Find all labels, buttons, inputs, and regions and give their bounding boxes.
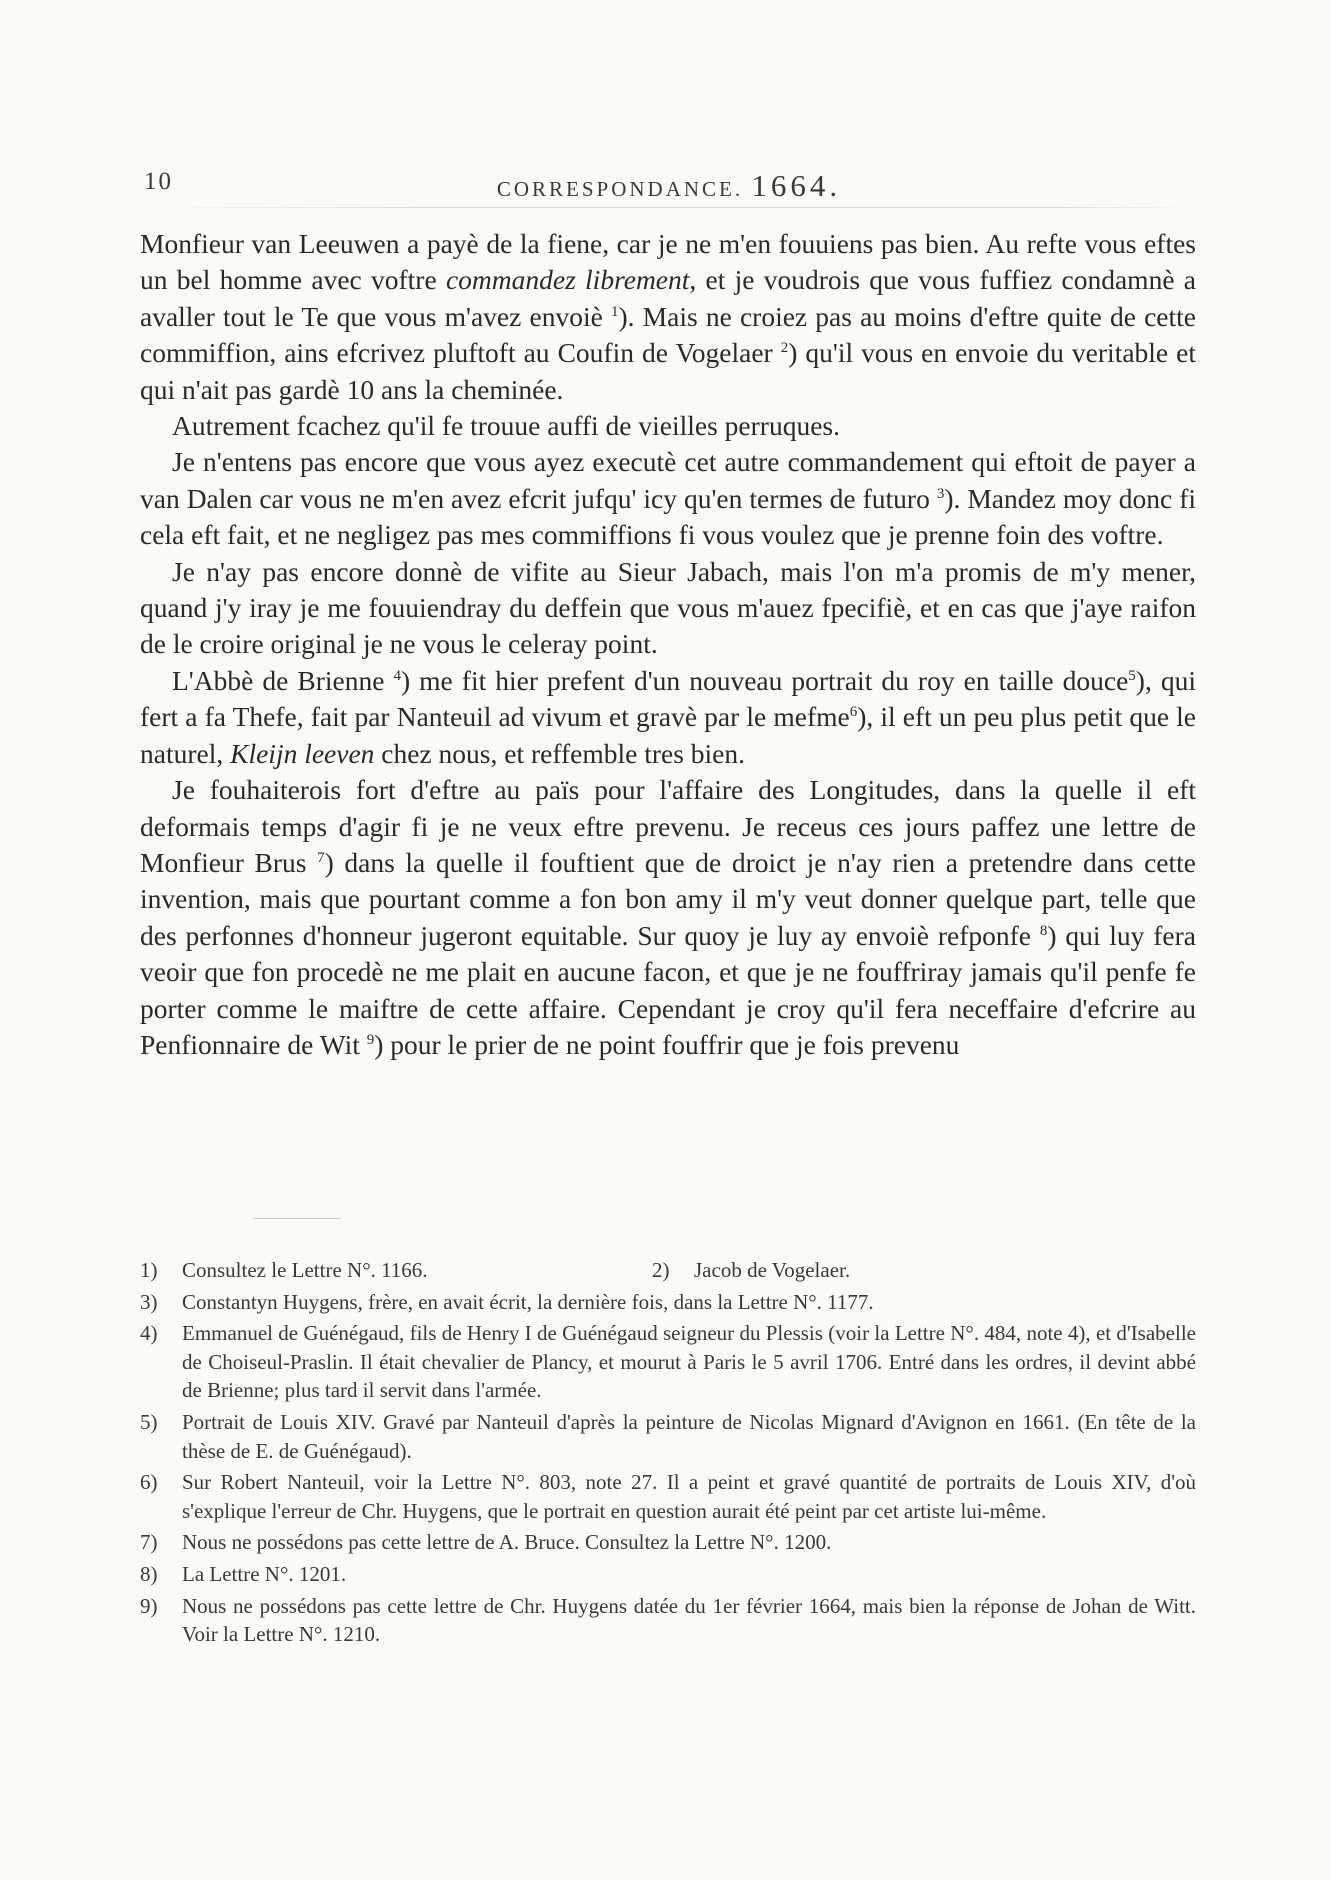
text-run: ans la cheminée. xyxy=(374,373,564,405)
footnote-ref[interactable]: 2 xyxy=(780,340,789,357)
paragraph-2: Autrement fcachez qu'il fe trouue auffi de vieilles perruques. xyxy=(172,410,840,442)
text-run: ) qu'il vous en envoie du veritable et qui n'ait pas gardè xyxy=(140,337,1196,405)
paragraph-5 xyxy=(140,663,1196,772)
paragraph-1 xyxy=(140,226,1196,408)
footnote-text: Constantyn Huygens, frère, en avait écrit, la dernière fois, dans la Lettre N°. 1177. xyxy=(182,1289,874,1314)
footnote-ref[interactable]: 9 xyxy=(366,1031,375,1048)
footnote-number: 8) xyxy=(140,1561,158,1586)
italic-run: Kleijn leeven xyxy=(230,737,375,769)
footnote-5 xyxy=(140,1408,1196,1465)
footnote-2 xyxy=(652,1256,850,1285)
text-run: L'Abbè de Brienne xyxy=(172,664,394,696)
footnote-number: 9) xyxy=(140,1593,158,1618)
footnote-8 xyxy=(140,1560,1196,1589)
footnote-number: 7) xyxy=(140,1530,158,1555)
footnote-text: Consultez le Lettre N°. 1166. xyxy=(182,1258,428,1282)
footnote-ref[interactable]: 4 xyxy=(393,667,401,684)
header-rule xyxy=(150,207,1192,208)
footnote-ref[interactable]: 7 xyxy=(317,849,325,866)
text-run: Monfieur van Leeuwen a payè de la fiene, car je ne m'en fouuiens pas bien. Au refte vous eftes un bel homme avec voftre xyxy=(140,228,1196,296)
footnote-ref[interactable]: 8 xyxy=(1039,922,1048,939)
footnote-number: 3) xyxy=(140,1289,158,1314)
text-run: chez nous, et reffemble tres bien. xyxy=(374,737,746,769)
footnote-1 xyxy=(140,1256,652,1285)
text-run: ), qui fert a fa Thefe, fait par Nanteuil ad vivum et gravè par le mefme xyxy=(140,664,1196,733)
footnote-separator xyxy=(253,1218,341,1219)
text-run: ) me fit hier prefent d'un nouveau portrait du roy en taille douce xyxy=(400,664,1129,696)
running-title xyxy=(144,168,1194,204)
footnote-number: 2) xyxy=(652,1258,670,1282)
footnote-text: Nous ne possédons pas cette lettre de A. Bruce. Consultez la Lettre N°. 1200. xyxy=(182,1530,832,1555)
italic-run: commandez librement xyxy=(445,264,690,296)
footnote-text: Emmanuel de Guénégaud, fils de Henry I de Guénégaud seigneur du Plessis (voir la Lettre N°. 484, note 4), et d'Isabelle de Choiseul-Praslin. Il était chevalier de Plancy, et mourut à Paris le 5 avril 1706. Entré dans les ordres, il devint abbé de Brienne; plus tard il servit dans l'armée. xyxy=(182,1321,1196,1403)
footnote-text: La Lettre N°. 1201. xyxy=(182,1561,347,1586)
footnote-ref[interactable]: 1 xyxy=(610,303,619,320)
footnote-text: Sur Robert Nanteuil, voir la Lettre N°. 803, note 27. Il a peint et gravé quantité de portraits de Louis XIV, d'où s'explique l'erreur de Chr. Huygens, que le portrait en question aurait été peint par cet artiste lui-même. xyxy=(182,1470,1196,1523)
running-title-year: 1664. xyxy=(751,168,842,203)
footnote-9 xyxy=(140,1592,1196,1649)
paragraph-6 xyxy=(140,772,1196,1063)
footnote-number: 5) xyxy=(140,1409,158,1434)
text-run: ) qui luy fera veoir que fon procedè ne me plait en aucune facon, et que je ne fouffriray jamais qu'il penfe fe porter comme le maiftre de cette affaire. Cependant je croy qu'il fera neceffaire d'efcrire au Penfionnaire de Wit xyxy=(140,919,1197,1060)
text-run: ) dans la quelle il fouftient que de droict je n'ay rien a pretendre dans cette invention, mais que pourtant comme a fon bon amy il m'y veut donner quelque part, telle que des perfonnes d'honneur jugeront equitable. Sur quoy je luy ay envoiè refponfe xyxy=(140,846,1196,951)
footnote-row xyxy=(140,1256,1196,1288)
footnotes xyxy=(140,1256,1196,1652)
footnote-number: 6) xyxy=(140,1470,158,1495)
paragraph-3 xyxy=(140,444,1196,553)
footnote-6 xyxy=(140,1468,1196,1525)
text-run: ), il eft un peu plus petit que le naturel, xyxy=(140,701,1197,769)
text-run: ). Mais ne croiez pas au moins d'eftre quite de cette commiffion, ains efcrivez pluftoft au Coufin de Vogelaer xyxy=(140,300,1196,369)
paragraph-4: Je n'ay pas encore donnè de vifite au Sieur Jabach, mais l'on m'a promis de m'y mener, quand j'y iray je me fouuiendray du deffein que vous m'auez fpecifiè, et en cas que j'aye raifon de le croire original je ne vous le celeray point. xyxy=(140,555,1196,660)
running-title-text: CORRESPONDANCE. xyxy=(496,177,744,201)
text-run: Je fouhaiterois fort d'eftre au païs pour l'affaire des Longitudes, dans la quelle il eft deformais temps d'agir fi je ne veux eftre prevenu. Je receus ces jours paffez une lettre de Monfieur Brus xyxy=(140,774,1196,878)
text-run: , et je voudrois que vous fuffiez condamnè a avaller tout le Te que vous m'avez envoiè xyxy=(140,264,1196,332)
text-run: ) pour le prier de ne point fouffrir que je fois prevenu xyxy=(374,1028,960,1060)
footnote-ref[interactable]: 6 xyxy=(849,704,858,721)
footnote-ref[interactable]: 3 xyxy=(936,485,945,502)
footnote-3 xyxy=(140,1288,1196,1317)
footnote-7 xyxy=(140,1528,1196,1557)
footnote-number: 1) xyxy=(140,1258,158,1282)
page-header xyxy=(144,164,1194,204)
page-number: 10 xyxy=(144,168,173,195)
footnote-text: Portrait de Louis XIV. Gravé par Nanteuil d'après la peinture de Nicolas Mignard d'Avignon en 1661. (En tête de la thèse de E. de Guénégaud). xyxy=(182,1409,1196,1463)
text-run: Je n'entens pas encore que vous ayez executè cet autre commandement qui eftoit de payer a van Dalen car vous ne m'en avez efcrit jufqu' icy qu'en termes de futuro xyxy=(140,446,1196,514)
footnote-4 xyxy=(140,1319,1196,1405)
footnote-text: Nous ne possédons pas cette lettre de Chr. Huygens datée du 1er février 1664, mais bien la réponse de Johan de Witt. Voir la Lettre N°. 1210. xyxy=(182,1593,1196,1647)
letter-body xyxy=(140,226,1196,1063)
line-number: 10 xyxy=(346,373,375,405)
footnote-ref[interactable]: 5 xyxy=(1128,667,1136,684)
text-run: ). Mandez moy donc fi cela eft fait, et ne negligez pas mes commiffions fi vous voulez que je prenne foin des voftre. xyxy=(140,482,1197,551)
footnote-number: 4) xyxy=(140,1321,158,1346)
footnote-text: Jacob de Vogelaer. xyxy=(694,1258,851,1282)
